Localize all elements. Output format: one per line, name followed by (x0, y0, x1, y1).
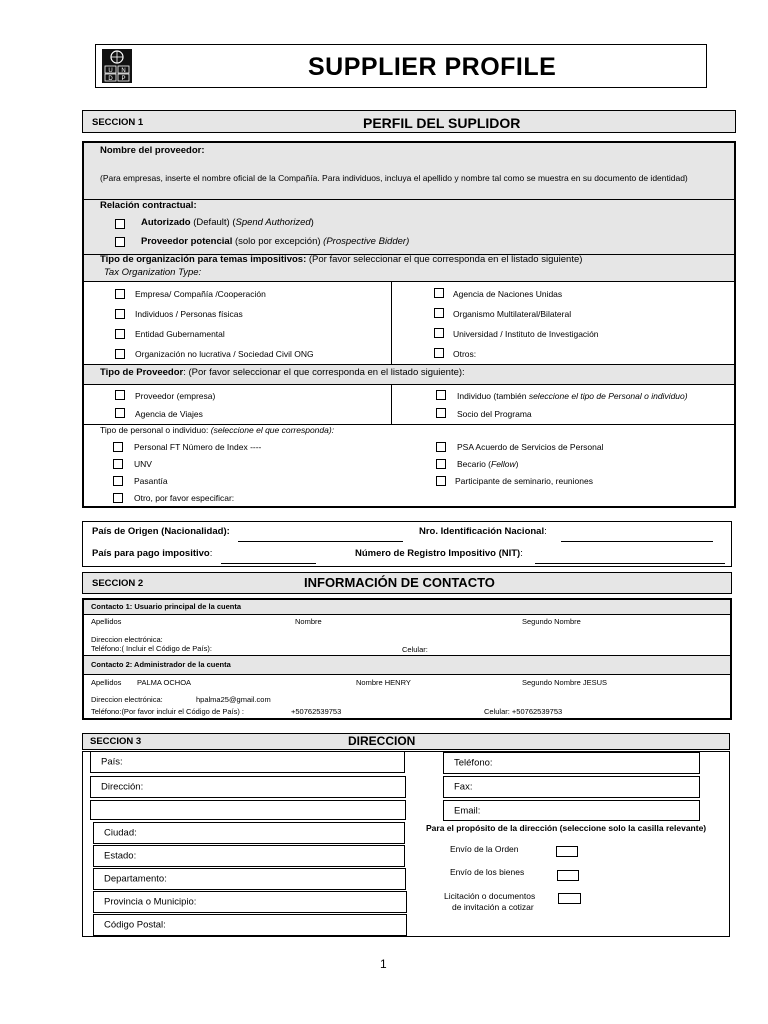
tax-un-agency-checkbox[interactable] (434, 288, 444, 298)
province-field-label: Provincia o Municipio: (104, 896, 197, 908)
tax-individual-checkbox[interactable] (115, 309, 125, 319)
tax-company-label: Empresa/ Compañía /Cooperación (135, 289, 266, 299)
personnel-fellow-checkbox[interactable] (436, 459, 446, 469)
supplier-name-help: (Para empresas, inserte el nombre oficial de la Compañía. Para individuos, incluya el apellido y nombre tal como se muestra en su documento de identidad) (100, 173, 688, 183)
purpose-goods-checkbox[interactable] (557, 870, 579, 881)
contact1-phone: Teléfono:( Incluir el Código de País): (91, 644, 212, 653)
contact1-mobile: Celular: (402, 645, 428, 654)
type-individual-checkbox[interactable] (436, 390, 446, 400)
column-divider (391, 385, 392, 424)
phone-field-label: Teléfono: (454, 757, 493, 769)
section3-label: SECCION 3 (90, 736, 142, 747)
email-field[interactable] (443, 800, 700, 821)
page-header (95, 44, 707, 88)
tax-country-label: País para pago impositivo: (92, 548, 213, 559)
personnel-type-label: Tipo de personal o individuo: (seleccione el que corresponda): (100, 425, 335, 435)
personnel-unv-checkbox[interactable] (113, 459, 123, 469)
contract-relation-label: Relación contractual: (100, 200, 197, 211)
prospective-bidder-option: Proveedor potencial (solo por excepción) (Prospective Bidder) (141, 236, 410, 247)
svg-text:D: D (108, 76, 113, 82)
contact2-mobile: Celular: +50762539753 (484, 707, 563, 716)
personnel-unv-label: UNV (134, 459, 152, 469)
tax-company-checkbox[interactable] (115, 289, 125, 299)
contact1-header (84, 600, 730, 614)
authorized-checkbox[interactable] (115, 219, 125, 229)
address-purpose-title: Para el propósito de la dirección (seleccione solo la casilla relevante) (426, 823, 707, 833)
contact1-email: Direccion electrónica: (91, 635, 163, 644)
purpose-tender-checkbox[interactable] (558, 893, 581, 904)
contact2-name: Nombre HENRY (356, 678, 411, 687)
contact2-second-name: Segundo Nombre JESUS (522, 678, 608, 687)
svg-text:P: P (121, 76, 126, 82)
contact2-email-value: hpalma25@gmail.com (196, 695, 271, 704)
postal-code-field[interactable] (93, 914, 407, 936)
country-field[interactable] (90, 751, 405, 773)
section1-label: SECCION 1 (92, 117, 144, 128)
personnel-other-label: Otro, por favor especificar: (134, 493, 235, 503)
contact1-second-name: Segundo Nombre (522, 617, 581, 626)
personnel-fellow-label: Becario (Fellow) (457, 459, 519, 469)
contact1-surname: Apellidos (91, 617, 122, 626)
personnel-psa-checkbox[interactable] (436, 442, 446, 452)
tax-country-line[interactable] (221, 563, 316, 564)
section1-header (82, 110, 736, 133)
divider (84, 614, 730, 615)
national-id-line[interactable] (561, 541, 713, 542)
section3-header (82, 733, 730, 750)
tax-number-line[interactable] (535, 563, 725, 564)
divider (84, 281, 734, 282)
section3-title: DIRECCION (348, 734, 416, 748)
contact2-email-label: Direccion electrónica: (91, 695, 163, 704)
tax-individual-label: Individuos / Personas físicas (135, 309, 243, 319)
tax-government-label: Entidad Gubernamental (135, 329, 225, 339)
contact1-name: Nombre (295, 617, 322, 626)
svg-text:U: U (108, 68, 113, 74)
email-field-label: Email: (454, 805, 481, 816)
type-program-partner-label: Socio del Programa (457, 409, 532, 419)
supplier-name-label: Nombre del proveedor: (100, 145, 205, 156)
tax-multilateral-checkbox[interactable] (434, 308, 444, 318)
tax-other-checkbox[interactable] (434, 348, 444, 358)
department-field[interactable] (93, 868, 406, 890)
type-individual-label: Individuo (también seleccione el tipo de Personal o individuo) (457, 391, 688, 401)
province-field[interactable] (93, 891, 407, 913)
divider (84, 384, 734, 385)
postal-code-field-label: Código Postal: (104, 919, 166, 931)
section1-body (82, 141, 736, 508)
type-travel-agency-label: Agencia de Viajes (135, 409, 203, 419)
tax-ngo-checkbox[interactable] (115, 349, 125, 359)
personnel-ft-label: Personal FT Número de Index ---- (134, 442, 262, 452)
type-company-label: Proveedor (empresa) (135, 391, 216, 401)
supplier-type-label: Tipo de Proveedor: (Por favor seleccionar el que corresponda en el listado siguiente): (100, 367, 465, 378)
personnel-internship-checkbox[interactable] (113, 476, 123, 486)
section2-body (82, 598, 732, 720)
contact2-phone-label: Teléfono:(Por favor incluir el Código de País) : (91, 707, 244, 716)
tax-number-label: Número de Registro Impositivo (NIT): (355, 548, 523, 559)
type-program-partner-checkbox[interactable] (436, 408, 446, 418)
tax-org-label: Tipo de organización para temas impositivos: (Por favor seleccionar el que corresponda en el listado siguiente) (100, 254, 583, 265)
personnel-seminar-checkbox[interactable] (436, 476, 446, 486)
tax-ngo-label: Organización no lucrativa / Sociedad Civil ONG (135, 349, 314, 359)
country-field-label: País: (101, 756, 123, 768)
section1-title: PERFIL DEL SUPLIDOR (363, 115, 521, 131)
department-field-label: Departamento: (104, 873, 167, 885)
svg-text:N: N (121, 68, 126, 74)
fax-field[interactable] (443, 776, 700, 798)
tax-university-label: Universidad / Instituto de Investigación (453, 329, 599, 339)
tax-un-agency-label: Agencia de Naciones Unidas (453, 289, 563, 299)
contact2-surname-label: Apellidos (91, 678, 122, 687)
country-origin-label: País de Origen (Nacionalidad): (92, 526, 230, 537)
page-number: 1 (380, 957, 387, 971)
origin-box (82, 521, 732, 567)
contact2-phone-value: +50762539753 (291, 707, 342, 716)
personnel-seminar-label: Participante de seminario, reuniones (455, 476, 593, 486)
purpose-tender-label-line2: de invitación a cotizar (452, 902, 534, 912)
address-line2-field[interactable] (90, 800, 406, 820)
tax-multilateral-label: Organismo Multilateral/Bilateral (453, 309, 572, 319)
authorized-option: Autorizado (Default) (Spend Authorized) (141, 217, 314, 228)
contact2-header-label: Contacto 2: Administrador de la cuenta (91, 660, 231, 669)
purpose-goods-label: Envío de los bienes (450, 867, 525, 877)
state-field[interactable] (93, 845, 405, 867)
address-field-label: Dirección: (101, 781, 144, 793)
personnel-internship-label: Pasantía (134, 476, 168, 486)
tax-other-label: Otros: (453, 349, 477, 359)
tax-university-checkbox[interactable] (434, 328, 444, 338)
fax-field-label: Fax: (454, 781, 473, 793)
personnel-other-checkbox[interactable] (113, 493, 123, 503)
prospective-bidder-checkbox[interactable] (115, 237, 125, 247)
section2-title: INFORMACIÓN DE CONTACTO (304, 575, 495, 590)
undp-logo (102, 49, 132, 83)
tax-org-sublabel: Tax Organization Type: (104, 267, 202, 278)
section2-label: SECCION 2 (92, 578, 144, 589)
address-field[interactable] (90, 776, 406, 798)
purpose-order-checkbox[interactable] (556, 846, 578, 857)
contact2-surname-value: PALMA OCHOA (137, 678, 192, 687)
national-id-label: Nro. Identificación Nacional: (419, 526, 547, 537)
city-field-label: Ciudad: (104, 827, 137, 839)
phone-field[interactable] (443, 752, 700, 774)
purpose-tender-label: Licitación o documentos (444, 891, 536, 901)
divider (84, 674, 730, 675)
city-field[interactable] (93, 822, 405, 844)
type-travel-agency-checkbox[interactable] (115, 408, 125, 418)
personnel-psa-label: PSA Acuerdo de Servicios de Personal (457, 442, 604, 452)
country-origin-line[interactable] (238, 541, 403, 542)
section2-header (82, 572, 732, 594)
state-field-label: Estado: (104, 850, 137, 862)
undp-logo-icon (102, 49, 132, 83)
contact1-header-label: Contacto 1: Usuario principal de la cuenta (91, 602, 242, 611)
contact2-header (84, 656, 730, 674)
personnel-ft-checkbox[interactable] (113, 442, 123, 452)
column-divider (391, 282, 392, 364)
tax-government-checkbox[interactable] (115, 329, 125, 339)
type-company-checkbox[interactable] (115, 390, 125, 400)
purpose-order-label: Envío de la Orden (450, 844, 519, 854)
page-title: SUPPLIER PROFILE (308, 53, 557, 81)
